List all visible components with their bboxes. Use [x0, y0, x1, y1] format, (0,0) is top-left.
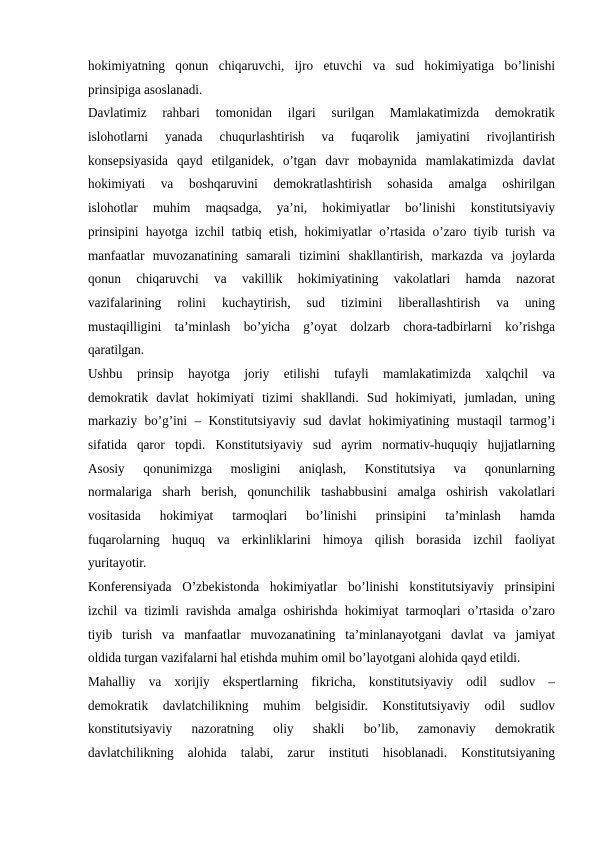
- text-line: konsepsiyasida qayd etilganidek, o’tgan davr mobaynida mamlakatimizda davlat: [88, 152, 555, 168]
- text-line: mustaqilligini ta’minlash bo’yicha g’oyat dolzarb chora-tadbirlarni ko’rishga: [88, 318, 555, 334]
- text-line: Ushbu prinsip hayotga joriy etilishi tufayli mamlakatimizda xalqchil va: [88, 365, 555, 381]
- text-line: demokratik davlat hokimiyati tizimi shakllandi. Sud hokimiyati, jumladan, uning: [88, 389, 555, 405]
- text-line: demokratik davlatchilikning muhim belgisidir. Konstitutsiyaviy odil sudlov: [88, 697, 555, 713]
- text-line: izchil va tizimli ravishda amalga oshirishda hokimiyat tarmoqlari o’rtasida o’zaro: [88, 602, 555, 618]
- text-line: markaziy bo’g’ini – Konstitutsiyaviy sud davlat hokimiyatining mustaqil tarmog’i: [88, 413, 555, 429]
- text-line: hokimiyatning qonun chiqaruvchi, ijro etuvchi va sud hokimiyatiga bo’linishi: [88, 58, 555, 73]
- text-line: yuritayotir.: [88, 555, 147, 571]
- text-line: Mahalliy va xorijiy ekspertlarning fikricha, konstitutsiyaviy odil sudlov –: [88, 673, 555, 689]
- text-line: Asosiy qonunimizga mosligini aniqlash, Konstitutsiya va qonunlarning: [88, 460, 555, 476]
- text-line: prinsipiga asoslanadi.: [88, 81, 203, 97]
- text-line: sifatida qaror topdi. Konstitutsiyaviy sud ayrim normativ-huquqiy hujjatlarning: [88, 437, 555, 452]
- text-line: tiyib turish va manfaatlar muvozanatining ta’minlanayotgani davlat va jamiyat: [88, 626, 555, 642]
- text-line: fuqarolarning huquq va erkinliklarini himoya qilish borasida izchil faoliyat: [88, 531, 555, 547]
- text-line: qonun chiqaruvchi va vakillik hokimiyatining vakolatlari hamda nazorat: [88, 271, 555, 287]
- text-line: manfaatlar muvozanatining samarali tizimini shakllantirish, markazda va joylarda: [88, 247, 555, 263]
- text-line: hokimiyati va boshqaruvini demokratlashtirish sohasida amalga oshirilgan: [88, 176, 555, 192]
- text-line: davlatchilikning alohida talabi, zarur instituti hisoblanadi. Konstitutsiyaning: [88, 744, 555, 760]
- text-line: prinsipini hayotga izchil tatbiq etish, hokimiyatlar o’rtasida o’zaro tiyib turish va: [88, 223, 555, 239]
- text-line: Konferensiyada O’zbekistonda hokimiyatlar bo’linishi konstitutsiyaviy prinsipini: [88, 579, 555, 595]
- text-line: normalariga sharh berish, qonunchilik tashabbusini amalga oshirish vakolatlari: [88, 484, 555, 500]
- text-line: Davlatimiz rahbari tomonidan ilgari surilgan Mamlakatimizda demokratik: [88, 105, 555, 121]
- body-text: [88, 54, 555, 765]
- text-line: vositasida hokimiyat tarmoqlari bo’linishi prinsipini ta’minlash hamda: [88, 508, 555, 524]
- text-line: islohotlar muhim maqsadga, ya’ni, hokimiyatlar bo’linishi konstitutsiyaviy: [88, 200, 555, 216]
- text-line: qaratilgan.: [88, 342, 145, 358]
- text-line: konstitutsiyaviy nazoratning oliy shakli bo’lib, zamonaviy demokratik: [88, 721, 555, 737]
- text-line: oldida turgan vazifalarni hal etishda muhim omil bo’layotgani alohida qayd etildi.: [88, 650, 521, 666]
- text-line: islohotlarni yanada chuqurlashtirish va fuqarolik jamiyatini rivojlantirish: [88, 129, 555, 145]
- text-line: vazifalarining rolini kuchaytirish, sud tizimini liberallashtirish va uning: [88, 294, 555, 310]
